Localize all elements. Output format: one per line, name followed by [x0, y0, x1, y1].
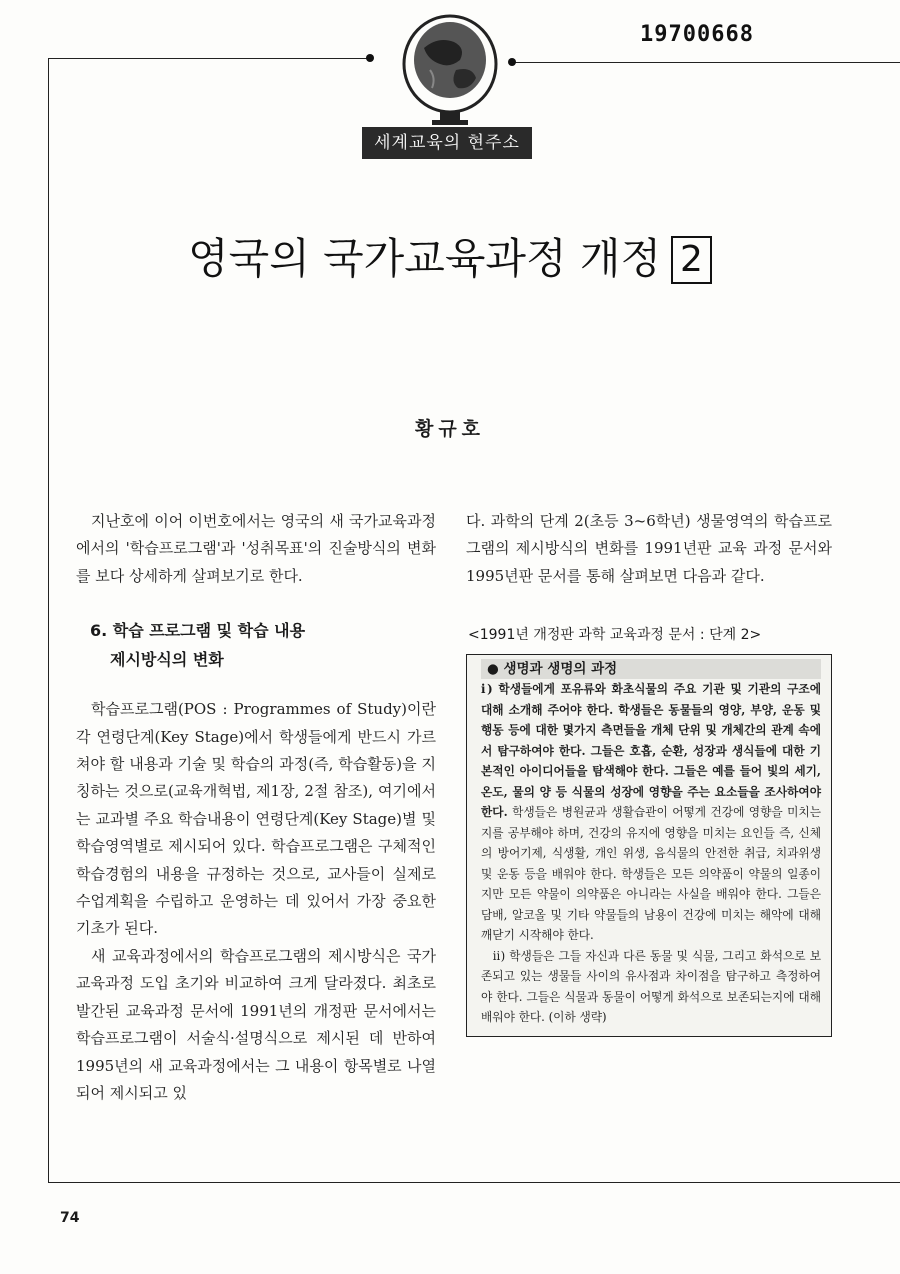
rule-dot-left — [366, 54, 374, 62]
section-heading-line2: 제시방식의 변화 — [110, 650, 224, 670]
article-title — [0, 226, 900, 286]
section-badge: 세계교육의 현주소 — [362, 127, 532, 159]
body-paragraph-1: 학습프로그램(POS : Programmes of Study)이란 각 연령단계(Key Stage)에서 학생들에게 반드시 가르쳐야 할 내용과 기술 및 학습의 과정(즉, 학습활동)을 지칭하는 것으로(교육개혁법, 제1장, 2절 참조), 여기에서는 교과별 주요 학습내용이 연령단계(Key Stage)별 및 학습영역별로 제시되어 있다. 학습프로그램은 구체적인 학습경험의 내용을 규정하는 것으로, 교사들이 실제로 수업계획을 수립하고 운영하는 데 있어서 가장 중요한 기초가 된다. — [76, 700, 436, 938]
section-heading-line1: 6. 학습 프로그램 및 학습 내용 — [90, 621, 306, 641]
continued-paragraph: 다. 과학의 단계 2(초등 3~6학년) 생물영역의 학습프로그램의 제시방식의 변화를 1991년판 교육 과정 문서와 1995년판 문서를 통해 살펴보면 다음과 같다. — [466, 512, 832, 585]
bottom-rule — [48, 1182, 900, 1183]
section-heading — [90, 616, 436, 674]
author-name: 황규호 — [414, 418, 486, 440]
excerpt-item-1 — [481, 679, 821, 946]
title-number-box: 2 — [671, 236, 712, 284]
curriculum-excerpt-box — [466, 654, 832, 1037]
page-number: 74 — [60, 1210, 80, 1226]
article-title-text: 영국의 국가교육과정 개정 — [188, 234, 662, 283]
excerpt-item-1-normal: 학생들은 병원균과 생활습관이 어떻게 건강에 영향을 미치는지를 공부해야 하며, 건강의 유지에 영향을 미치는 요인들 즉, 신체의 방어기제, 식생활, 개인 위생, 음식물의 안전한 취급, 치과위생 및 운동 등을 배워야 한다. 학생들은 모든 의약품이 약물의 일종이지만 모든 약물이 의약품은 아니라는 사실을 배워야 한다. 그들은 담배, 알코올 및 기타 약물들의 남용이 건강에 미치는 해악에 대해 깨닫기 시작해야 한다. — [481, 805, 821, 943]
excerpt-item-1-bold: ⅰ) 학생들에게 포유류와 화초식물의 주요 기관 및 기관의 구조에 대해 소개해 주어야 한다. 학생들은 동물들의 영양, 부양, 운동 및 행동 등에 대한 몇가지 측면들을 개체 단위 및 개체간의 관계 속에서 탐구하여야 한다. 그들은 호흡, 순환, 성장과 생식들에 대한 기본적인 아이디어들을 탐색해야 한다. 그들은 예를 들어 빛의 세기, 온도, 물의 양 등 식물의 성장에 영향을 주는 요소들을 조사하여야 한다. — [481, 682, 821, 820]
excerpt-item-2: ⅱ) 학생들은 그들 자신과 다른 동물 및 식물, 그리고 화석으로 보존되고 있는 생물들 사이의 유사점과 차이점을 탐구하고 측정하여야 한다. 그들은 식물과 동물이 어떻게 화석으로 보존되는지에 대해 배워야 한다. (이하 생략) — [481, 948, 821, 1025]
intro-paragraph: 지난호에 이어 이번호에서는 영국의 새 국가교육과정에서의 '학습프로그램'과 '성취목표'의 진술방식의 변화를 보다 상세하게 살펴보기로 한다. — [76, 512, 436, 585]
body-paragraph-2: 새 교육과정에서의 학습프로그램의 제시방식은 국가교육과정 도입 초기와 비교하여 크게 달라졌다. 최초로 발간된 교육과정 문서에 1991년의 개정판 문서에서는 학습프로그램이 서술식·설명식으로 제시된 데 반하여 1995년의 새 교육과정에서는 그 내용이 항목별로 나열되어 제시되고 있 — [76, 946, 436, 1102]
top-rule-left — [48, 58, 370, 59]
left-column — [76, 508, 436, 1107]
globe-icon — [380, 8, 520, 128]
excerpt-caption: <1991년 개정판 과학 교육과정 문서 : 단계 2> — [468, 627, 762, 644]
document-id: 19700668 — [640, 22, 754, 47]
top-rule-right — [510, 62, 900, 63]
right-column — [466, 508, 832, 1037]
excerpt-box-title: ● 생명과 생명의 과정 — [481, 659, 821, 679]
